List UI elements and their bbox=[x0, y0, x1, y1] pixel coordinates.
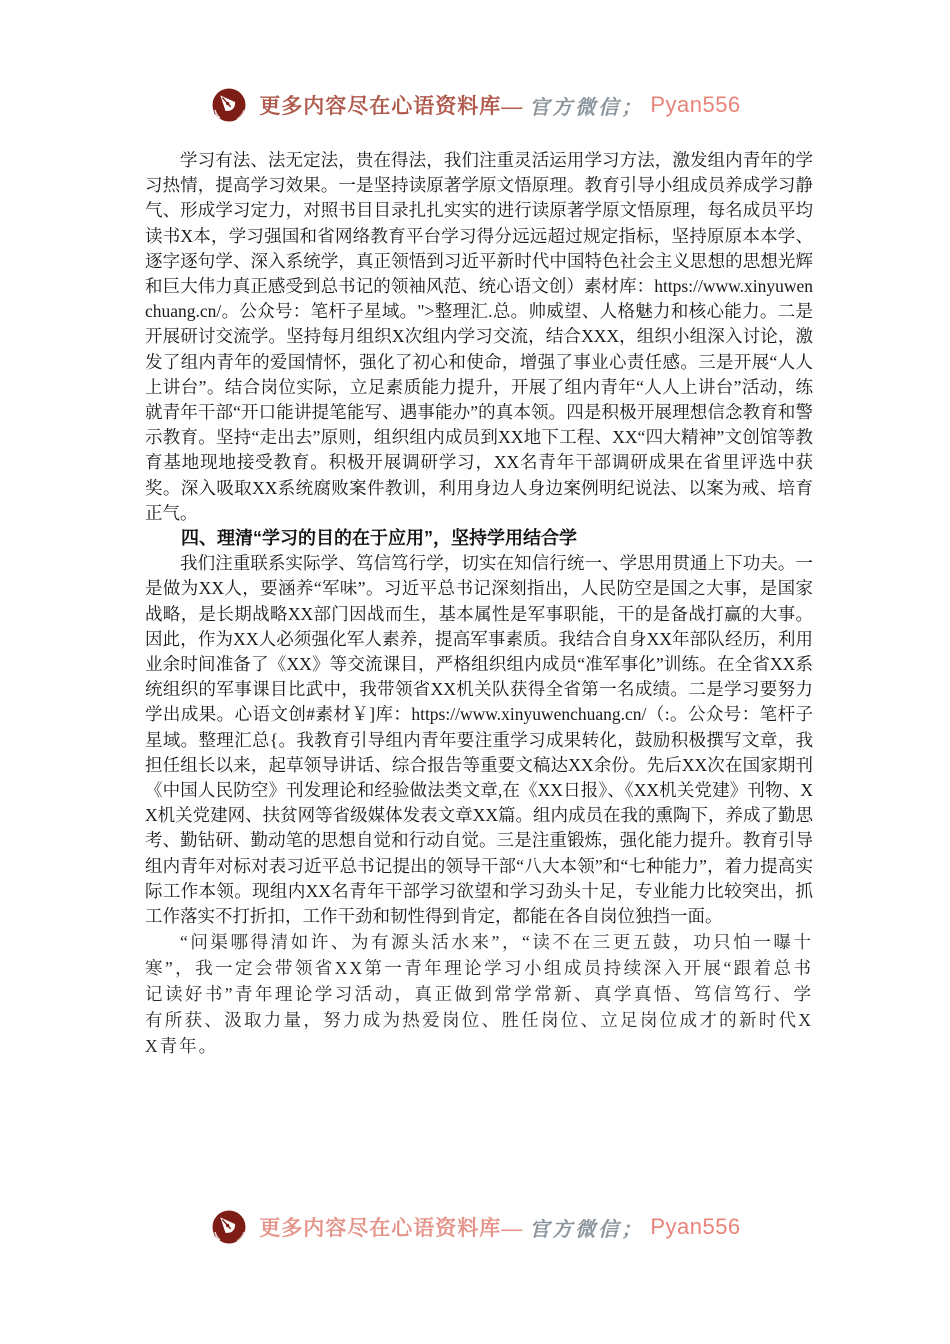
section-heading-four: 四、理清“学习的目的在于应用”，坚持学用结合学 bbox=[181, 528, 577, 549]
pen-nib-logo-icon bbox=[209, 84, 249, 126]
header-wechat-label: 官方微信； bbox=[529, 96, 645, 119]
paragraph-closing: “问渠哪得清如许、为有源头活水来”，“读不在三更五鼓，功只怕一曝十寒”，我一定会带领省XX第一青年理论学习小组成员持续深入开展“跟着总书记读好书”青年理论学习活动，真正做到常学常新、真学真悟、笃信笃行、学有所获、汲取力量，努力成为热爱岗位、胜任岗位、立足岗位成才的新时代XX青年。 bbox=[145, 932, 813, 1057]
paragraph-apply-learning: 我们注重联系实际学、笃信笃行学，切实在知信行统一、学思用贯通上下功夫。一是做为XX人，要涵养“军味”。习近平总书记深刻指出，人民防空是国之大事，是国家战略，是长期战略XX部门因战而生，基本属性是军事职能，干的是备战打赢的大事。因此，作为XX人必须强化军人素养，提高军事素质。我结合自身XX年部队经历，利用业余时间准备了《XX》等交流课目，严格组织组内成员“准军事化”训练。在全省XX系统组织的军事课目比武中，我带领省XX机关队获得全省第一名成绩。二是学习要努力学出成果。心语文创#素材￥]库：https://www.xinyuwenchuang.cn/（:。公众号：笔杆子星域。整理汇总{。我教育引导组内青年要注重学习成果转化，鼓励积极撰写文章，我担任组长以来，起草领导讲话、综合报告等重要文稿达XX余份。先后XX次在国家期刊《中国人民防空》刊发理论和经验做法类文章,在《XX日报》、《XX机关党建》刊物、XX机关党建网、扶贫网等省级媒体发表文章XX篇。组内成员在我的熏陶下，养成了勤思考、勤钻研、勤动笔的思想自觉和行动自觉。三是注重锻炼，强化能力提升。教育引导组内青年对标对表习近平总书记提出的领导干部“八大本领”和“七种能力”，着力提高实际工作本领。现组内XX名青年干部学习欲望和学习劲头十足，专业能力比较突出，抓工作落实不打折扣，工作干劲和韧性得到肯定，都能在各自岗位独挡一面。 bbox=[145, 553, 813, 927]
document-content bbox=[145, 148, 813, 1059]
footer-brand-text: 更多内容尽在心语资料库— bbox=[259, 1216, 524, 1240]
header-wechat-id: Pyan556 bbox=[650, 92, 741, 117]
footer-watermark bbox=[0, 1206, 950, 1248]
footer-wechat-label: 官方微信； bbox=[529, 1218, 645, 1241]
footer-wechat-id: Pyan556 bbox=[650, 1214, 741, 1239]
header-brand-text: 更多内容尽在心语资料库— bbox=[259, 94, 524, 118]
pen-nib-logo-icon bbox=[209, 1206, 249, 1248]
header-watermark bbox=[0, 84, 950, 126]
paragraph-study-methods: 学习有法、法无定法，贵在得法，我们注重灵活运用学习方法，激发组内青年的学习热情，提高学习效果。一是坚持读原著学原文悟原理。教育引导小组成员养成学习静气、形成学习定力，对照书目目录扎扎实实的进行读原著学原文悟原理，每名成员平均读书X本，学习强国和省网络教育平台学习得分远远超过规定指标，坚持原原本本学、逐字逐句学、深入系统学，真正领悟到习近平新时代中国特色社会主义思想的思想光辉和巨大伟力真正感受到总书记的领袖风范、统心语文创）素材库：https://www.xinyuwenchuang.cn/。公众号：笔杆子星域。">整理汇.总。帅威望、人格魅力和核心能力。二是开展研讨交流学。坚持每月组织X次组内学习交流，结合XXX，组织小组深入讨论，激发了组内青年的爱国情怀，强化了初心和使命，增强了事业心责任感。三是开展“人人上讲台”。结合岗位实际，立足素质能力提升，开展了组内青年“人人上讲台”活动，练就青年干部“开口能讲提笔能写、遇事能办”的真本领。四是积极开展理想信念教育和警示教育。坚持“走出去”原则，组织组内成员到XX地下工程、XX“四大精神”文创馆等教育基地现地接受教育。积极开展调研学习，XX名青年干部调研成果在省里评选中获奖。深入吸取XX系统腐败案件教训，利用身边人身边案例明纪说法、以案为戒、培育正气。 bbox=[145, 150, 813, 523]
